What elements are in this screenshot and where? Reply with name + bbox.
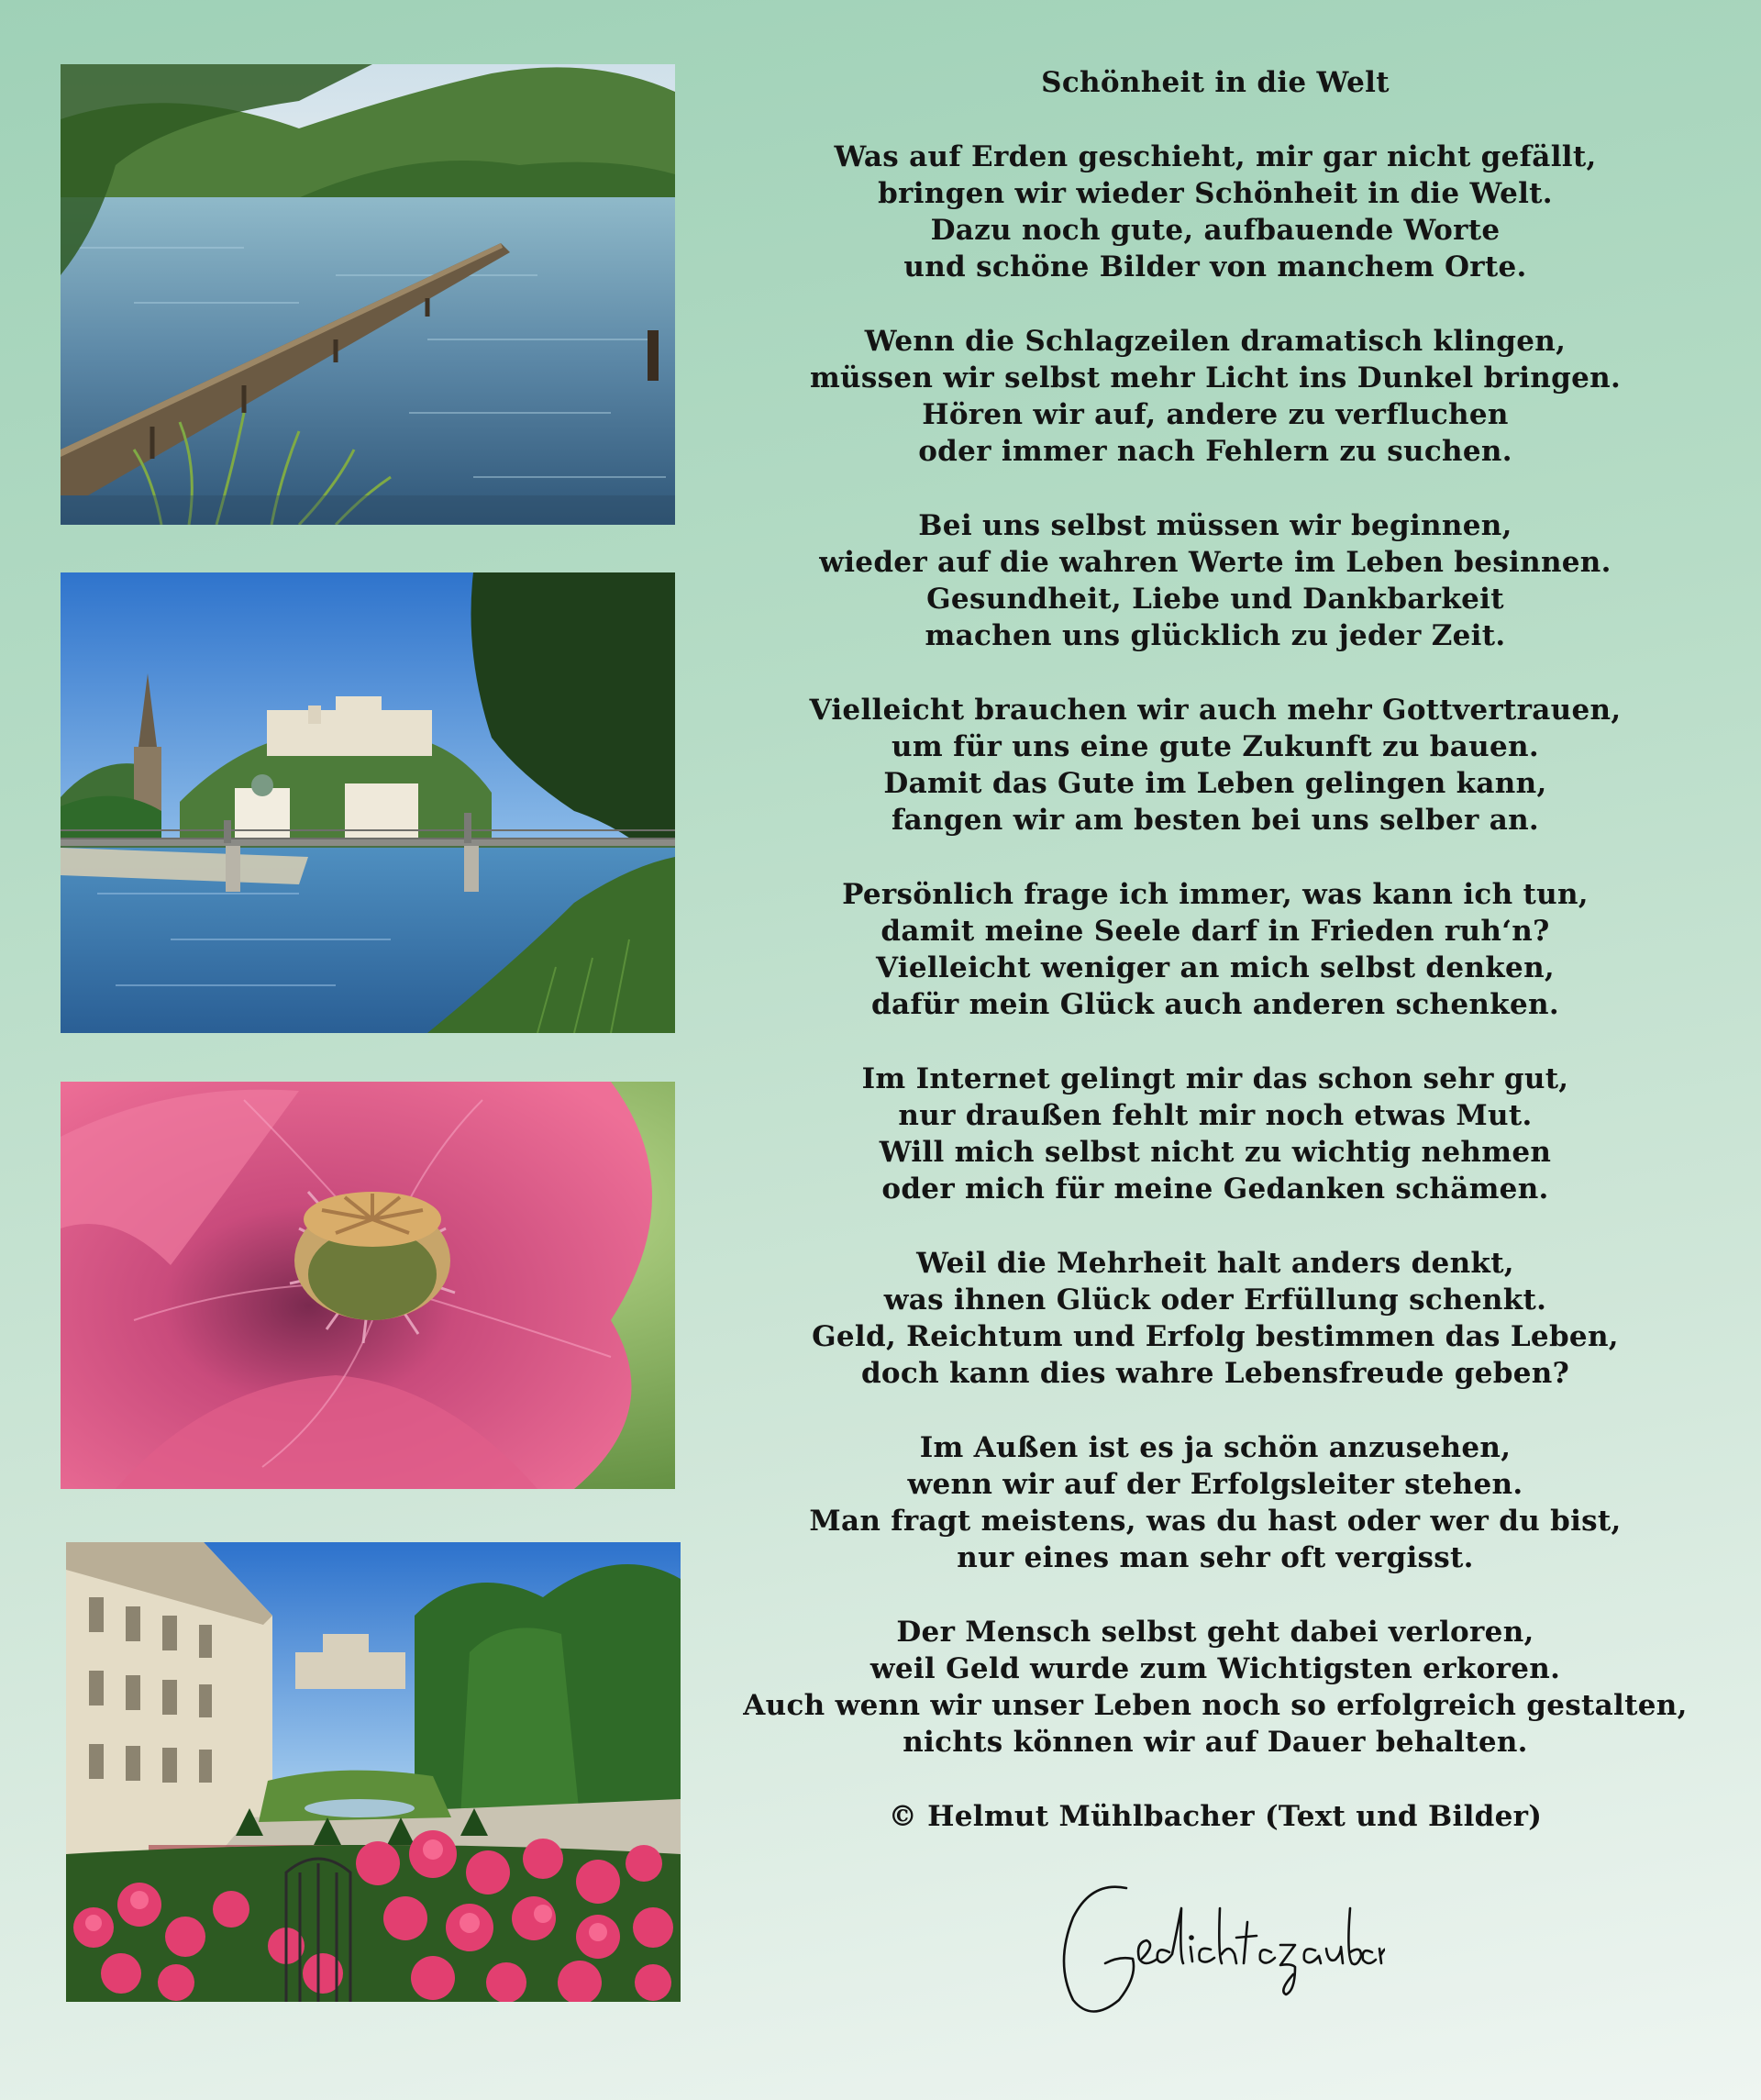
poem-line: Will mich selbst nicht zu wichtig nehmen bbox=[879, 1136, 1552, 1169]
poem-line: machen uns glücklich zu jeder Zeit. bbox=[925, 619, 1506, 652]
poem-line: Geld, Reichtum und Erfolg bestimmen das Leben, bbox=[812, 1320, 1619, 1353]
poem-stanza-7 bbox=[715, 1245, 1715, 1392]
poem-line: nichts können wir auf Dauer behalten. bbox=[903, 1726, 1528, 1759]
poem-line: Man fragt meistens, was du hast oder wer du bist, bbox=[809, 1505, 1622, 1538]
poem-line: um für uns eine gute Zukunft zu bauen. bbox=[892, 730, 1539, 763]
poem-stanza-3 bbox=[715, 507, 1715, 654]
poem-stanza-9 bbox=[715, 1614, 1715, 1761]
signature-gedichtezauber bbox=[1055, 1872, 1385, 2018]
poem-line: wenn wir auf der Erfolgsleiter stehen. bbox=[907, 1468, 1523, 1501]
poem-line: fangen wir am besten bei uns selber an. bbox=[891, 804, 1540, 837]
photo-pink-poppy bbox=[61, 1082, 675, 1489]
photo-lake-jetty bbox=[61, 64, 675, 525]
poem-stanza-2 bbox=[715, 323, 1715, 470]
poem-stanza-5 bbox=[715, 876, 1715, 1023]
poem-line: doch kann dies wahre Lebensfreude geben? bbox=[860, 1357, 1570, 1390]
poem-line: oder immer nach Fehlern zu suchen. bbox=[918, 435, 1512, 468]
poem-line: oder mich für meine Gedanken schämen. bbox=[881, 1172, 1549, 1206]
poem-line: Vielleicht brauchen wir auch mehr Gottvertrauen, bbox=[809, 694, 1622, 727]
photo-city-river-bridge bbox=[61, 572, 675, 1033]
poem-line: damit meine Seele darf in Frieden ruh‘n? bbox=[880, 915, 1550, 948]
poem-line: bringen wir wieder Schönheit in die Welt. bbox=[878, 177, 1553, 210]
poem-line: dafür mein Glück auch anderen schenken. bbox=[871, 988, 1559, 1021]
poem-line: Im Außen ist es ja schön anzusehen, bbox=[919, 1431, 1512, 1464]
poem-line: Bei uns selbst müssen wir beginnen, bbox=[918, 509, 1512, 542]
poem-line: wieder auf die wahren Werte im Leben besinnen. bbox=[819, 546, 1611, 579]
poem-line: Vielleicht weniger an mich selbst denken, bbox=[876, 951, 1555, 984]
poem-stanza-8 bbox=[715, 1429, 1715, 1576]
copyright-notice: © Helmut Mühlbacher (Text und Bilder) bbox=[888, 1800, 1543, 1833]
poem-line: Gesundheit, Liebe und Dankbarkeit bbox=[926, 583, 1504, 616]
poem-line: Wenn die Schlagzeilen dramatisch klingen, bbox=[864, 325, 1567, 358]
poem-stanza-6 bbox=[715, 1061, 1715, 1207]
poem-line: Dazu noch gute, aufbauende Worte bbox=[930, 214, 1501, 247]
poem-line: nur draußen fehlt mir noch etwas Mut. bbox=[898, 1099, 1533, 1132]
poem-line: Im Internet gelingt mir das schon sehr gut, bbox=[861, 1062, 1569, 1095]
poem-line: Damit das Gute im Leben gelingen kann, bbox=[883, 767, 1547, 800]
poem-stanza-1 bbox=[715, 139, 1715, 285]
poem-line: Weil die Mehrheit halt anders denkt, bbox=[916, 1247, 1514, 1280]
poem bbox=[715, 64, 1715, 1835]
poem-stanza-4 bbox=[715, 692, 1715, 839]
poem-line: Persönlich frage ich immer, was kann ich tun, bbox=[842, 878, 1589, 911]
poem-line: Was auf Erden geschieht, mir gar nicht gefällt, bbox=[834, 140, 1597, 173]
poem-line: Auch wenn wir unser Leben noch so erfolgreich gestalten, bbox=[743, 1689, 1688, 1722]
poem-line: und schöne Bilder von manchem Orte. bbox=[903, 250, 1527, 283]
poem-line: nur eines man sehr oft vergisst. bbox=[957, 1541, 1474, 1574]
poem-line: was ihnen Glück oder Erfüllung schenkt. bbox=[883, 1283, 1547, 1317]
poem-line: weil Geld wurde zum Wichtigsten erkoren. bbox=[869, 1652, 1561, 1685]
poem-line: müssen wir selbst mehr Licht ins Dunkel bringen. bbox=[809, 361, 1622, 394]
photo-palace-garden-roses bbox=[66, 1542, 681, 2002]
poem-line: Der Mensch selbst geht dabei verloren, bbox=[896, 1616, 1534, 1649]
poem-line: Hören wir auf, andere zu verfluchen bbox=[922, 398, 1509, 431]
poem-title: Schönheit in die Welt bbox=[1041, 66, 1390, 99]
